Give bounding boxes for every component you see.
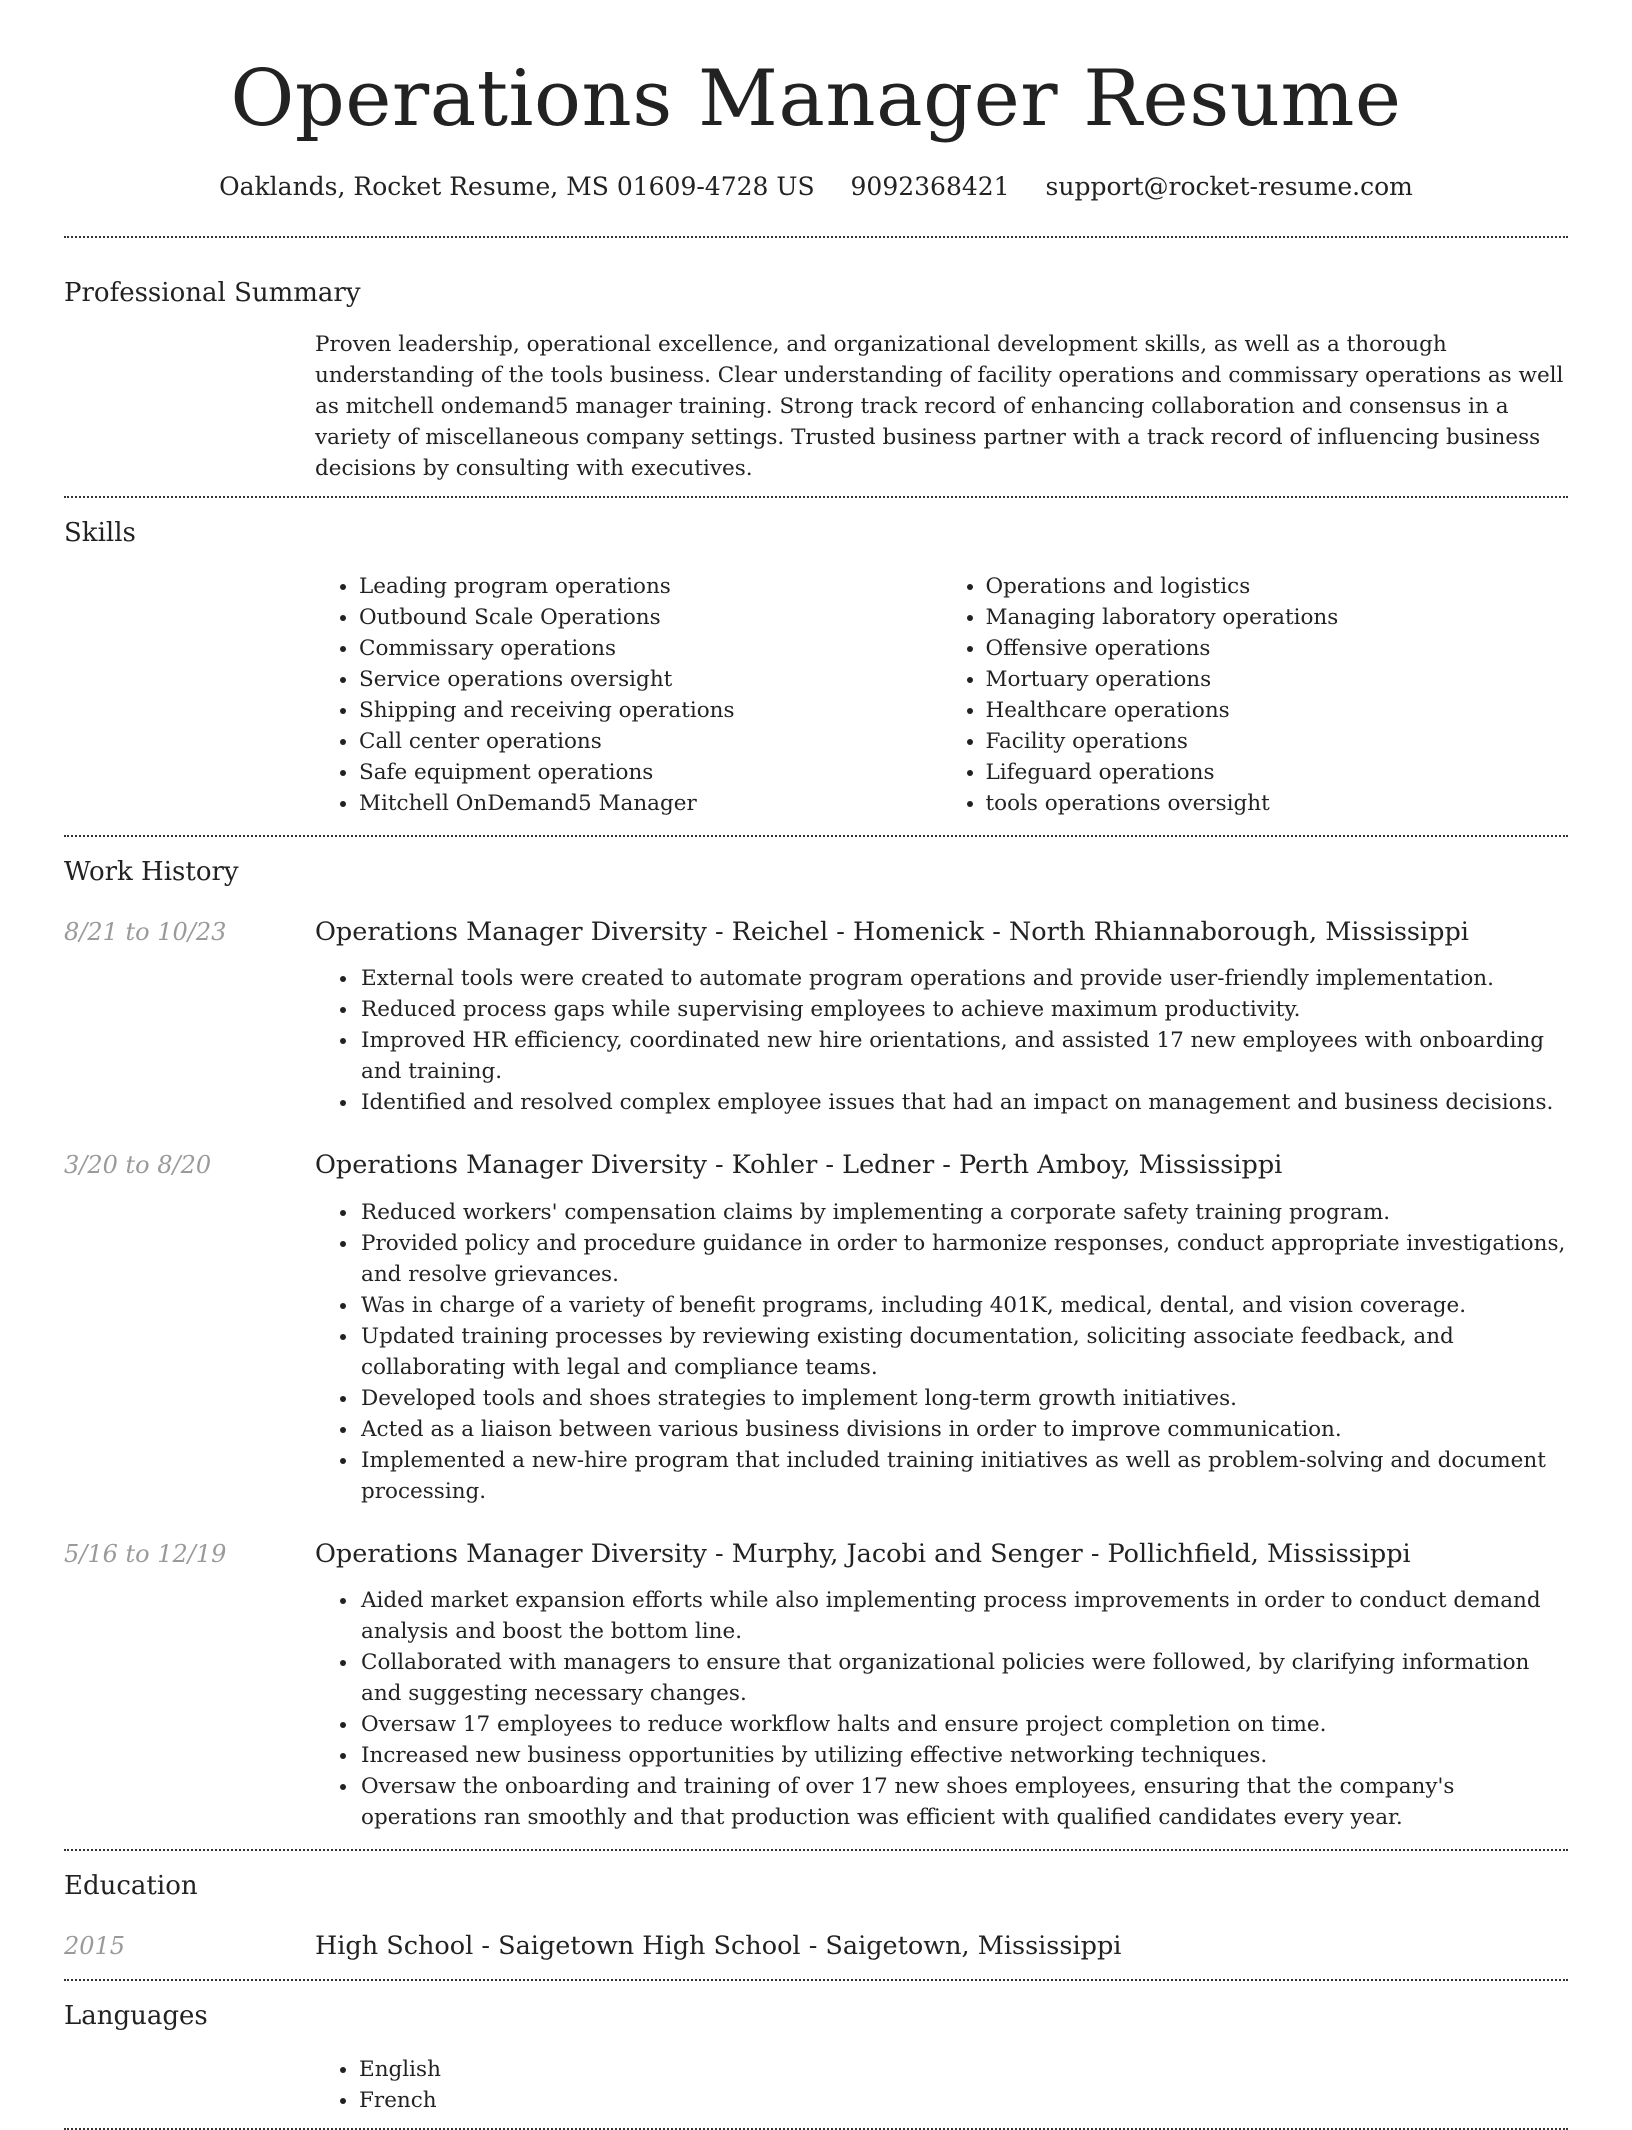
skills-list-right: [942, 571, 1569, 819]
skill-item: • Managing laboratory operations: [986, 602, 1569, 633]
skill-item: • Mortuary operations: [986, 664, 1569, 695]
job-bullet: • Collaborated with managers to ensure that organizational policies were followed, by clarifying information and suggesting necessary changes.: [359, 1647, 1568, 1709]
job-bullets: [315, 1197, 1568, 1507]
job-bullet: • Developed tools and shoes strategies to implement long-term growth initiatives.: [359, 1383, 1568, 1414]
education-title: High School - Saigetown High School - Saigetown, Mississippi: [315, 1930, 1122, 1961]
skill-item: • Safe equipment operations: [359, 757, 942, 788]
skill-item: • Leading program operations: [359, 571, 942, 602]
job-bullet: • Identified and resolved complex employee issues that had an impact on management and business decisions.: [359, 1087, 1568, 1118]
summary-text: Proven leadership, operational excellence, and organizational development skills, as well as a thorough understanding of the tools business. Clear understanding of facility operations and commissary operations as well as mitchell ondemand5 manager training. Strong track record of enhancing collaboration and consensus in a variety of miscellaneous company settings. Trusted business partner with a track record of influencing business decisions by consulting with executives.: [315, 332, 1564, 482]
job-bullet: • Reduced workers' compensation claims by implementing a corporate safety training program.: [359, 1197, 1568, 1228]
job-bullet: • Increased new business opportunities by utilizing effective networking techniques.: [359, 1740, 1568, 1771]
job-date: 8/21 to 10/23: [64, 917, 227, 946]
languages-section: [64, 1981, 1568, 2128]
job-bullet: • Reduced process gaps while supervising employees to achieve maximum productivity.: [359, 994, 1568, 1025]
skill-item: • tools operations oversight: [986, 788, 1569, 819]
job-bullet: • Was in charge of a variety of benefit programs, including 401K, medical, dental, and vision coverage.: [359, 1290, 1568, 1321]
education-date: 2015: [64, 1931, 126, 1960]
skills-grid: [315, 549, 1568, 835]
languages-list: [315, 2032, 1568, 2128]
job-bullet: • Implemented a new-hire program that included training initiatives as well as problem-solving and document processing.: [359, 1445, 1568, 1507]
skill-item: • Healthcare operations: [986, 695, 1569, 726]
contact-phone: 9092368421: [850, 172, 1010, 201]
job-date: 5/16 to 12/19: [64, 1539, 227, 1568]
language-item: • English: [359, 2054, 1568, 2085]
skill-item: • Lifeguard operations: [986, 757, 1569, 788]
job-entry-header: [64, 1539, 1568, 1570]
job-bullet: • Acted as a liaison between various business divisions in order to improve communication.: [359, 1414, 1568, 1445]
job-bullet: • Oversaw the onboarding and training of over 17 new shoes employees, ensuring that the company's operations ran smoothly and that production was efficient with qualified candidates every year.: [359, 1771, 1568, 1833]
job-entry-header: [64, 1150, 1568, 1181]
skills-heading: Skills: [64, 518, 136, 549]
skills-section: [64, 498, 1568, 835]
job-title: Operations Manager Diversity - Reichel - Homenick - North Rhiannaborough, Mississippi: [315, 916, 1469, 947]
skill-item: • Offensive operations: [986, 633, 1569, 664]
job-bullets: [315, 1585, 1568, 1833]
education-entry: [64, 1931, 1568, 1962]
job-bullet: • Aided market expansion efforts while also implementing process improvements in order to conduct demand analysis and boost the bottom line.: [359, 1585, 1568, 1647]
summary-section: [64, 238, 1568, 496]
education-section: [64, 1851, 1568, 1979]
skill-item: • Facility operations: [986, 726, 1569, 757]
language-item: • French: [359, 2085, 1568, 2116]
job-bullet: • Improved HR efficiency, coordinated new hire orientations, and assisted 17 new employees with onboarding and training.: [359, 1025, 1568, 1087]
job-title: Operations Manager Diversity - Murphy, Jacobi and Senger - Pollichfield, Mississippi: [315, 1538, 1411, 1569]
summary-heading: Professional Summary: [64, 278, 361, 308]
job-date: 3/20 to 8/20: [64, 1151, 212, 1180]
skill-item: • Shipping and receiving operations: [359, 695, 942, 726]
work-history-section: [64, 837, 1568, 1849]
resume-title: Operations Manager Resume: [230, 54, 1402, 144]
skill-item: • Call center operations: [359, 726, 942, 757]
job-bullet: • Updated training processes by reviewing existing documentation, soliciting associate feedback, and collaborating with legal and compliance teams.: [359, 1321, 1568, 1383]
job-title: Operations Manager Diversity - Kohler - Ledner - Perth Amboy, Mississippi: [315, 1150, 1283, 1181]
education-heading: Education: [64, 1871, 198, 1902]
job-bullets: [315, 963, 1568, 1118]
skill-item: • Operations and logistics: [986, 571, 1569, 602]
contact-info: [64, 172, 1568, 202]
skill-item: • Mitchell OnDemand5 Manager: [359, 788, 942, 819]
skill-item: • Service operations oversight: [359, 664, 942, 695]
skills-list-left: [315, 571, 942, 819]
job-bullet: • Oversaw 17 employees to reduce workflow halts and ensure project completion on time.: [359, 1709, 1568, 1740]
contact-address: Oaklands, Rocket Resume, MS 01609-4728 US: [219, 172, 815, 201]
work-history-heading: Work History: [64, 857, 239, 888]
skill-item: • Outbound Scale Operations: [359, 602, 942, 633]
skill-item: • Commissary operations: [359, 633, 942, 664]
languages-heading: Languages: [64, 2001, 208, 2032]
job-bullet: • External tools were created to automate program operations and provide user-friendly implementation.: [359, 963, 1568, 994]
contact-email: support@rocket-resume.com: [1045, 172, 1413, 201]
job-bullet: • Provided policy and procedure guidance in order to harmonize responses, conduct appropriate investigations, and resolve grievances.: [359, 1228, 1568, 1290]
job-entry-header: [64, 917, 1568, 948]
